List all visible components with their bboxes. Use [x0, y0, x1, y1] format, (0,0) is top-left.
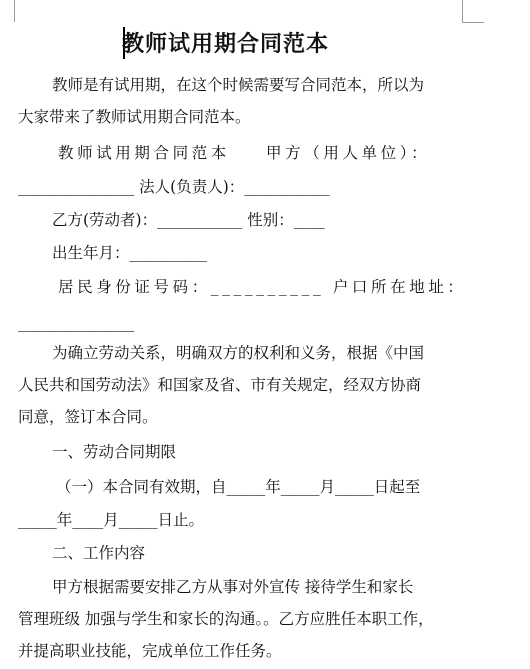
contract-heading-line: 教师试用期合同范本 甲方（用人单位）：	[58, 144, 431, 162]
document-title: 教师试用期合同范本	[122, 31, 330, 57]
id-number-line: 居民身份证号码：__________ 户口所在地址：	[58, 278, 467, 296]
birth-date-line: 出生年月：__________	[52, 244, 208, 262]
legal-rep-line: _______________ 法人(负责人)：___________	[18, 178, 330, 196]
purpose-line-3: 同意，签订本合同。	[18, 408, 158, 426]
party-b-line: 乙方(劳动者)：___________ 性别：____	[52, 211, 325, 229]
work-line-2: 管理班级 加强与学生和家长的沟通。。乙方应胜任本职工作，	[18, 610, 434, 628]
purpose-line-1: 为确立劳动关系，明确双方的权利和义务，根据《中国	[52, 344, 425, 362]
section-heading-work: 二、工作内容	[52, 544, 146, 562]
purpose-line-2: 人民共和国劳动法》和国家及省、市有关规定，经双方协商	[18, 376, 422, 394]
crop-mark-top-right-vertical	[462, 0, 463, 22]
paragraph-line-1: 教师是有试用期，在这个时候需要写合同范本，所以为	[52, 76, 425, 94]
address-blank-line: _______________	[18, 314, 135, 332]
term-line-2: _____年____月_____日止。	[18, 511, 205, 529]
crop-mark-top-left	[14, 0, 15, 22]
paragraph-line-2: 大家带来了教师试用期合同范本。	[18, 108, 251, 126]
section-heading-term: 一、劳动合同期限	[52, 443, 177, 461]
term-line-1: （一）本合同有效期，自_____年_____月_____日起至	[56, 478, 421, 496]
crop-mark-top-right-horizontal	[462, 22, 484, 23]
work-line-1: 甲方根据需要安排乙方从事对外宣传 接待学生和家长	[52, 578, 414, 596]
work-line-3: 并提高职业技能，完成单位工作任务。	[18, 642, 282, 660]
